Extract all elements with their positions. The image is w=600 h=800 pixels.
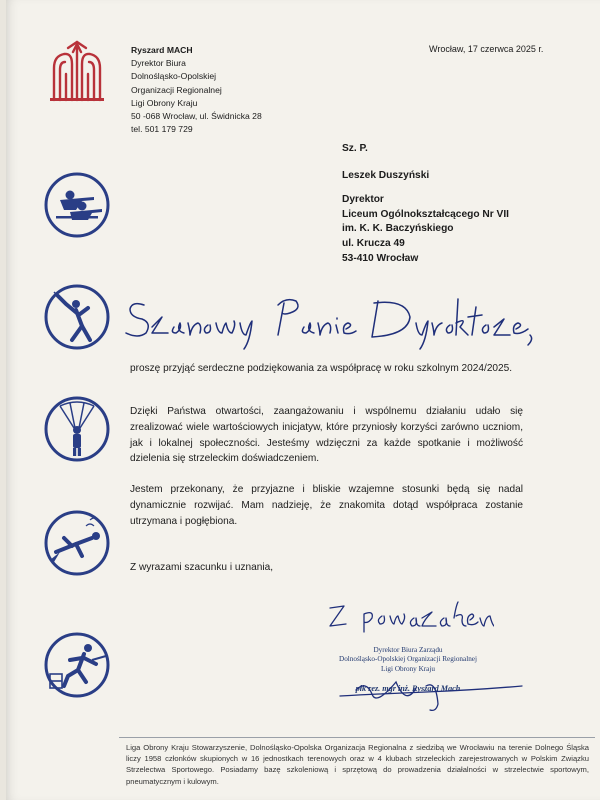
diving-icon	[42, 508, 112, 578]
handwritten-signature	[336, 676, 526, 716]
running-shooter-icon	[42, 630, 112, 700]
sender-name: Ryszard MACH	[131, 45, 193, 55]
recipient-name: Leszek Duszyński	[342, 169, 430, 181]
loк-logo-icon	[46, 38, 108, 108]
sender-line: tel. 501 179 729	[131, 124, 193, 135]
handwritten-salutation	[116, 283, 536, 353]
sender-line: Dyrektor Biura	[131, 58, 186, 69]
recipient-school-patron: im. K. K. Baczyńskiego	[342, 223, 454, 235]
letter-date: Wrocław, 17 czerwca 2025 r.	[429, 44, 544, 54]
sender-line: Organizacji Regionalnej	[131, 84, 222, 95]
recipient-street: ul. Krucza 49	[342, 237, 405, 249]
recipient-greeting: Sz. P.	[342, 143, 368, 154]
recipient-block	[342, 142, 509, 266]
handwritten-closing	[324, 598, 494, 634]
stamp-signer: płk rez. mgr inż. Ryszard Mach	[355, 684, 461, 694]
recipient-city: 53-410 Wrocław	[342, 252, 419, 264]
body-paragraph: proszę przyjąć serdeczne podziękowania za współpracę w roku szkolnym 2024/2025.	[130, 363, 513, 374]
parachute-icon	[42, 394, 112, 464]
stamp-line: Dolnośląsko-Opolskiej Organizacji Regionalnej	[339, 655, 477, 664]
letter-page	[6, 0, 600, 800]
recipient-position: Dyrektor	[342, 194, 384, 206]
stamp-line: Ligi Obrony Kraju	[381, 664, 435, 673]
body-paragraph: Dzięki Państwa otwartości, zaangażowaniu i wspólnemu działaniu udało się zrealizować wiele wartościowych inicjatyw, które przyniosły korzyści zarówno uczniom, jak i lokalnej społeczności. Jesteśmy wdzięczni za każde spotkanie i możliwość dzielenia się strzeleckim doświadczeniem.	[130, 406, 523, 465]
sender-line: Ligi Obrony Kraju	[131, 97, 198, 108]
sender-block	[131, 44, 262, 136]
sender-line: Dolnośląsko-Opolskiej	[131, 71, 217, 82]
closing-line: Z wyrazami szacunku i uznania,	[130, 562, 274, 573]
shooting-sport-icon	[42, 282, 112, 352]
shooting-range-icon	[42, 170, 112, 240]
stamp-line: Dyrektor Biura Zarządu	[373, 646, 443, 654]
footer-divider	[119, 737, 595, 738]
footer-note: Liga Obrony Kraju Stowarzyszenie, Dolnośląsko-Opolska Organizacja Regionalna z siedzibą we Wrocławiu na terenie Dolnego Śląska liczy 1958 członków skupionych w 16 jednostkach terenowych oraz w 4 klubach strzeleckich zarejestrowanych w Polskim Związku Strzelectwa Sportowego. Posiadamy bazę szkoleniową i sprzętową do prowadzenia działalności w strzelectwie sportowym, pneumatycznym i kulowym.	[126, 743, 589, 786]
sender-line: 50 -068 Wrocław, ul. Świdnicka 28	[131, 111, 262, 122]
recipient-school: Liceum Ogólnokształcącego Nr VII	[342, 208, 510, 220]
body-paragraph: Jestem przekonany, że przyjazne i bliskie wzajemne stosunki będą się nadal dynamicznie rozwijać. Mam nadzieję, że znakomita dotąd współpraca zostanie utrzymana i pogłębiona.	[130, 484, 523, 527]
